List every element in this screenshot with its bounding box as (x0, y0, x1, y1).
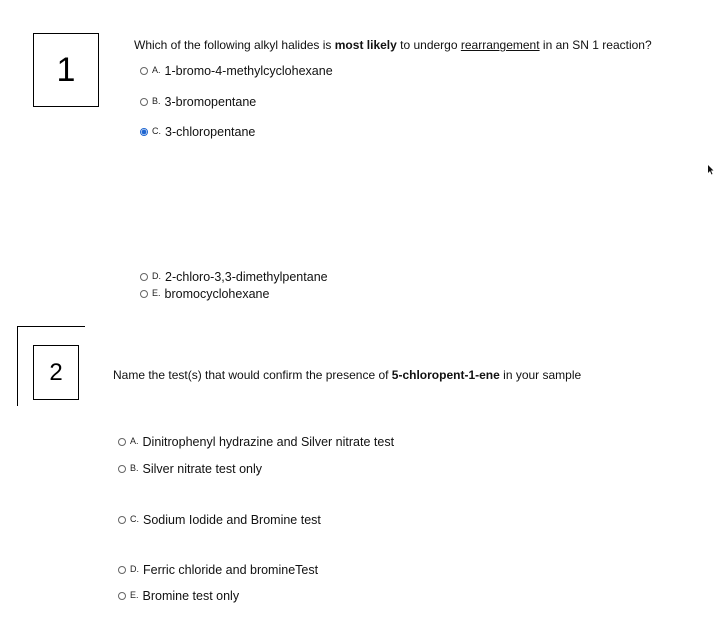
q2-option-b[interactable] (118, 462, 262, 476)
q1-option-a[interactable] (140, 64, 333, 78)
option-letter: E. (152, 288, 161, 298)
q1-option-b[interactable] (140, 95, 256, 109)
option-letter: D. (130, 564, 139, 574)
option-label: 1-bromo-4-methylcyclohexane (164, 64, 333, 78)
option-label: Bromine test only (142, 589, 240, 603)
option-label: Dinitrophenyl hydrazine and Silver nitrate test (142, 435, 395, 449)
option-label: 3-chloropentane (165, 125, 256, 139)
q1-option-e[interactable] (140, 287, 269, 301)
radio-button[interactable] (118, 465, 126, 473)
radio-button[interactable] (140, 98, 148, 106)
radio-button[interactable] (140, 290, 148, 298)
option-letter: A. (130, 436, 139, 446)
option-letter: A. (152, 65, 161, 75)
question-text-underlined: rearrangement (460, 38, 540, 52)
option-letter: D. (152, 271, 161, 281)
question-text (113, 368, 581, 382)
q2-option-d[interactable] (118, 563, 318, 577)
option-label: 3-bromopentane (164, 95, 257, 109)
question-number: 2 (49, 358, 63, 386)
option-letter: B. (130, 463, 139, 473)
radio-button[interactable] (140, 67, 148, 75)
radio-button[interactable] (118, 566, 126, 574)
option-letter: C. (130, 514, 139, 524)
radio-button[interactable] (118, 438, 126, 446)
radio-button-selected[interactable] (140, 128, 148, 136)
option-label: Sodium Iodide and Bromine test (143, 513, 321, 527)
option-label: Silver nitrate test only (142, 462, 263, 476)
option-label: Ferric chloride and bromineTest (143, 563, 319, 577)
mouse-cursor-icon (708, 165, 714, 175)
divider-line (17, 326, 18, 406)
option-letter: C. (152, 126, 161, 136)
question-text-part: to undergo (396, 38, 461, 52)
q2-option-c[interactable] (118, 513, 321, 527)
radio-button[interactable] (118, 592, 126, 600)
question-text (134, 38, 652, 52)
option-label: 2-chloro-3,3-dimethylpentane (165, 270, 328, 284)
option-letter: B. (152, 96, 161, 106)
q1-option-c[interactable] (140, 125, 255, 139)
radio-button[interactable] (140, 273, 148, 281)
question-text-part: Which of the following alkyl halides is (134, 38, 335, 52)
question-number: 1 (56, 50, 76, 89)
question-number-box (33, 345, 79, 400)
radio-button[interactable] (118, 516, 126, 524)
question-number-box (33, 33, 99, 107)
question-text-part: in an SN 1 reaction? (539, 38, 652, 52)
option-label: bromocyclohexane (164, 287, 270, 301)
question-text-emphasis: most likely (334, 38, 397, 52)
option-letter: E. (130, 590, 139, 600)
q2-option-e[interactable] (118, 589, 239, 603)
question-text-part: Name the test(s) that would confirm the presence of (113, 368, 392, 382)
question-text-emphasis: 5-chloropent-1-ene (391, 368, 500, 382)
q1-option-d[interactable] (140, 270, 328, 284)
divider-line (17, 326, 85, 327)
q2-option-a[interactable] (118, 435, 394, 449)
question-text-part: in your sample (499, 368, 582, 382)
